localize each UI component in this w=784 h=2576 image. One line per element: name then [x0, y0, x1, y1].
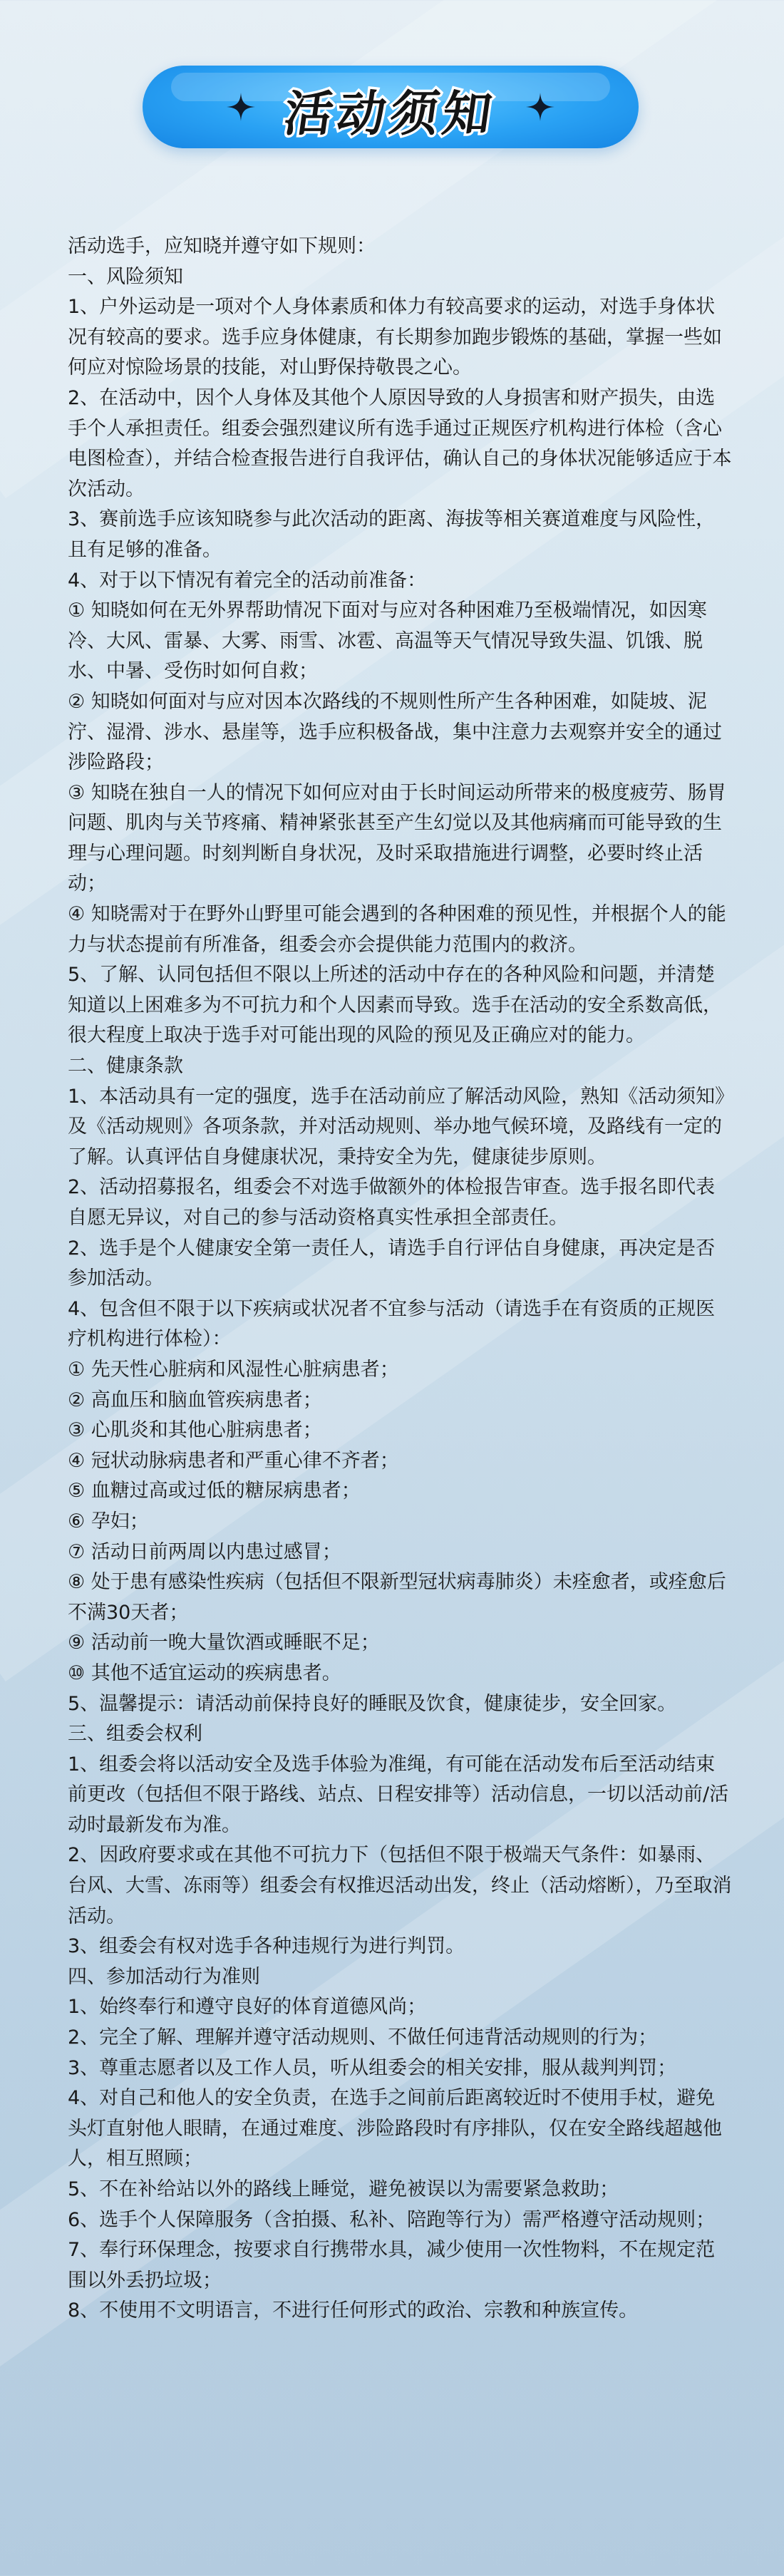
notice-line: 2、完全了解、理解并遵守活动规则、不做任何违背活动规则的行为； — [68, 2026, 658, 2049]
notice-line: ② 高血压和脑血管疾病患者； — [68, 1389, 322, 1411]
notice-line: 3、赛前选手应该知晓参与此次活动的距离、海拔等相关赛道难度与风险性，且有足够的准备。 — [68, 508, 716, 561]
notice-line: 1、始终奉行和遵守良好的体育道德风尚； — [68, 1996, 427, 2019]
notice-line: 1、户外运动是一项对个人身体素质和体力有较高要求的运动，对选手身体状况有较高的要求。选手应身体健康，有长期参加跑步锻炼的基础，掌握一些如何应对惊险场景的技能，对山野保持敬畏之心。 — [68, 296, 722, 379]
notice-line: 6、选手个人保障服务（含拍摄、私补、陪跑等行为）需严格遵守活动规则； — [68, 2208, 716, 2231]
notice-line: ⑩ 其他不适宜运动的疾病患者。 — [68, 1661, 341, 1684]
notice-line: 3、尊重志愿者以及工作人员，听从组委会的相关安排，服从裁判判罚； — [68, 2056, 677, 2079]
notice-line: 1、组委会将以活动安全及选手体验为准绳，有可能在活动发布后至活动结束前更改（包括但不限于路线、站点、日程安排等）活动信息，一切以活动前/活动时最新发布为准。 — [68, 1753, 729, 1836]
notice-line: 3、组委会有权对选手各种违规行为进行判罚。 — [68, 1935, 465, 1958]
section-heading: 三、组委会权利 — [68, 1723, 202, 1746]
section-heading: 四、参加活动行为准则 — [68, 1965, 260, 1988]
sparkle-icon — [526, 93, 555, 121]
notice-body — [68, 232, 734, 2327]
notice-line: 4、对自己和他人的安全负责，在选手之间前后距离较近时不使用手杖，避免头灯直射他人眼睛，在通过难度、涉险路段时有序排队，仅在安全路线超越他人，相互照顾； — [68, 2087, 722, 2170]
notice-line: ⑨ 活动前一晚大量饮酒或睡眠不足； — [68, 1632, 380, 1654]
notice-line: ④ 冠状动脉病患者和严重心律不齐者； — [68, 1449, 399, 1472]
notice-line: ④ 知晓需对于在野外山野里可能会遇到的各种困难的预见性，并根据个人的能力与状态提前有所准备，组委会亦会提供能力范围内的救济。 — [68, 903, 726, 956]
notice-line: 5、温馨提示：请活动前保持良好的睡眠及饮食，健康徒步，安全回家。 — [68, 1692, 677, 1715]
notice-line: 2、活动招募报名，组委会不对选手做额外的体检报告审查。选手报名即代表自愿无异议，对自己的参与活动资格真实性承担全部责任。 — [68, 1176, 716, 1229]
notice-line: ① 先天性心脏病和风湿性心脏病患者； — [68, 1358, 399, 1381]
notice-line: ① 知晓如何在无外界帮助情况下面对与应对各种困难乃至极端情况，如因寒冷、大风、雷暴、大雾、雨雪、冰雹、高温等天气情况导致失温、饥饿、脱水、中暑、受伤时如何自救； — [68, 599, 707, 683]
notice-line: ⑥ 孕妇； — [68, 1510, 149, 1532]
notice-line: 4、包含但不限于以下疾病或状况者不宜参与活动（请选手在有资质的正规医疗机构进行体检）： — [68, 1297, 716, 1351]
page-title: 活动须知 — [280, 86, 500, 143]
notice-line: 8、不使用不文明语言，不进行任何形式的政治、宗教和种族宣传。 — [68, 2299, 639, 2322]
notice-line: 活动选手，应知晓并遵守如下规则： — [68, 235, 376, 257]
notice-line: ③ 心肌炎和其他心脏病患者； — [68, 1419, 322, 1442]
section-heading: 二、健康条款 — [68, 1055, 183, 1078]
notice-line: 7、奉行环保理念，按要求自行携带水具，减少使用一次性物料，不在规定范围以外丢扔垃圾； — [68, 2239, 716, 2292]
title-banner — [143, 66, 639, 148]
notice-line: 1、本活动具有一定的强度，选手在活动前应了解活动风险，熟知《活动须知》及《活动规则》各项条款，并对活动规则、举办地气候环境，及路线有一定的了解。认真评估自身健康状况，秉持安全为先，健康徒步原则。 — [68, 1085, 725, 1168]
notice-line: 5、不在补给站以外的路线上睡觉，避免被误以为需要紧急救助； — [68, 2178, 619, 2200]
notice-line: 5、了解、认同包括但不限以上所述的活动中存在的各种风险和问题，并清楚知道以上困难多为不可抗力和个人因素而导致。选手在活动的安全系数高低，很大程度上取决于选手对可能出现的风险的预见及正确应对的能力。 — [68, 964, 722, 1047]
notice-line: 4、对于以下情况有着完全的活动前准备： — [68, 569, 427, 592]
notice-line: 2、在活动中，因个人身体及其他个人原因导致的人身损害和财产损失，由选手个人承担责任。组委会强烈建议所有选手通过正规医疗机构进行体检（含心电图检查），并结合检查报告进行自我评估，确认自己的身体状况能够适应于本次活动。 — [68, 386, 732, 500]
notice-line: 2、因政府要求或在其他不可抗力下（包括但不限于极端天气条件：如暴雨、台风、大雪、冻雨等）组委会有权推迟活动出发，终止（活动熔断），乃至取消活动。 — [68, 1844, 732, 1927]
notice-line: ⑤ 血糖过高或过低的糖尿病患者； — [68, 1480, 361, 1503]
notice-line: ② 知晓如何面对与应对因本次路线的不规则性所产生各种困难，如陡坡、泥泞、湿滑、涉水、悬崖等，选手应积极备战，集中注意力去观察并安全的通过涉险路段； — [68, 690, 722, 774]
notice-line: ⑦ 活动日前两周以内患过感冒； — [68, 1540, 341, 1563]
notice-line: ③ 知晓在独自一人的情况下如何应对由于长时间运动所带来的极度疲劳、肠胃问题、肌肉与关节疼痛、精神紧张甚至产生幻觉以及其他病痛而可能导致的生理与心理问题。时刻判断自身状况，及时采取措施进行调整，必要时终止活动； — [68, 781, 726, 895]
notice-line: ⑧ 处于患有感染性疾病（包括但不限新型冠状病毒肺炎）未痊愈者，或痊愈后不满30天者； — [68, 1571, 726, 1624]
notice-line: 2、选手是个人健康安全第一责任人，请选手自行评估自身健康，再决定是否参加活动。 — [68, 1237, 716, 1290]
section-heading: 一、风险须知 — [68, 265, 183, 288]
